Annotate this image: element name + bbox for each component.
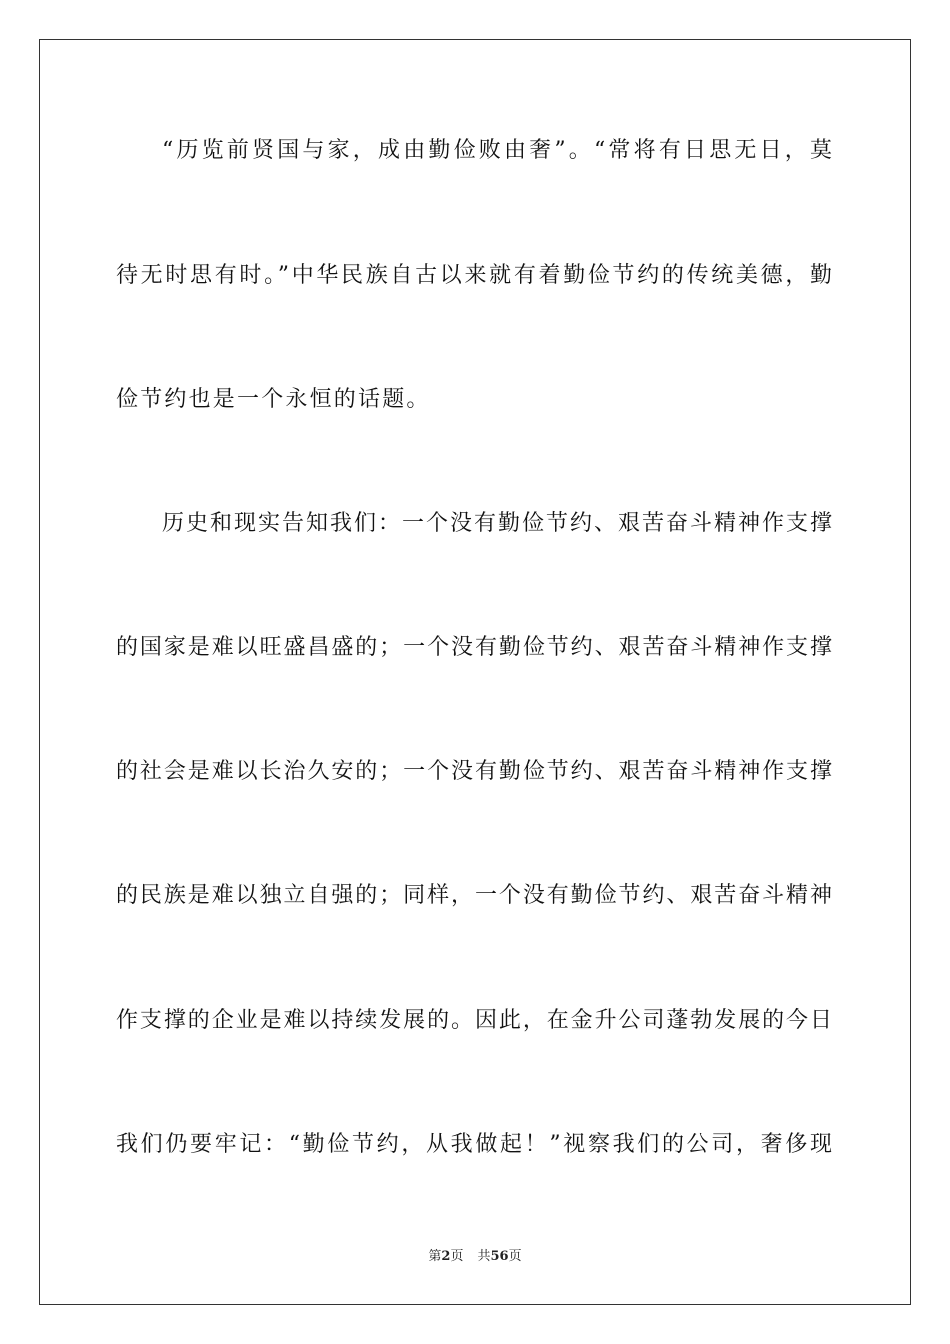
- page-border: [39, 39, 911, 1305]
- paragraph-line: 历史和现实告知我们：一个没有勤俭节约、艰苦奋斗精神作支撑: [162, 511, 832, 536]
- total-pages: 56: [490, 1249, 509, 1264]
- paragraph-line: 的民族是难以独立自强的；同样，一个没有勤俭节约、艰苦奋斗精神: [116, 883, 832, 908]
- paragraph-line: 的国家是难以旺盛昌盛的；一个没有勤俭节约、艰苦奋斗精神作支撑: [116, 635, 832, 660]
- paragraph-line: 的社会是难以长治久安的；一个没有勤俭节约、艰苦奋斗精神作支撑: [116, 759, 832, 784]
- page-footer: [0, 1249, 950, 1265]
- paragraph-line: “历览前贤国与家，成由勤俭败由奢”。“常将有日思无日，莫: [162, 138, 832, 163]
- paragraph-line: 待无时思有时。”中华民族自古以来就有着勤俭节约的传统美德，勤: [116, 263, 832, 288]
- total-prefix: 共: [477, 1249, 491, 1264]
- page-suffix: 页: [450, 1249, 464, 1264]
- paragraph-line: 俭节约也是一个永恒的话题。: [116, 387, 431, 412]
- paragraph-line: 作支撑的企业是难以持续发展的。因此，在金升公司蓬勃发展的今日: [116, 1008, 832, 1033]
- page-prefix: 第: [428, 1249, 442, 1264]
- total-suffix: 页: [508, 1249, 522, 1264]
- page-number: 2: [441, 1249, 451, 1264]
- paragraph-line: 我们仍要牢记：“勤俭节约，从我做起！”视察我们的公司，奢侈现: [116, 1132, 832, 1157]
